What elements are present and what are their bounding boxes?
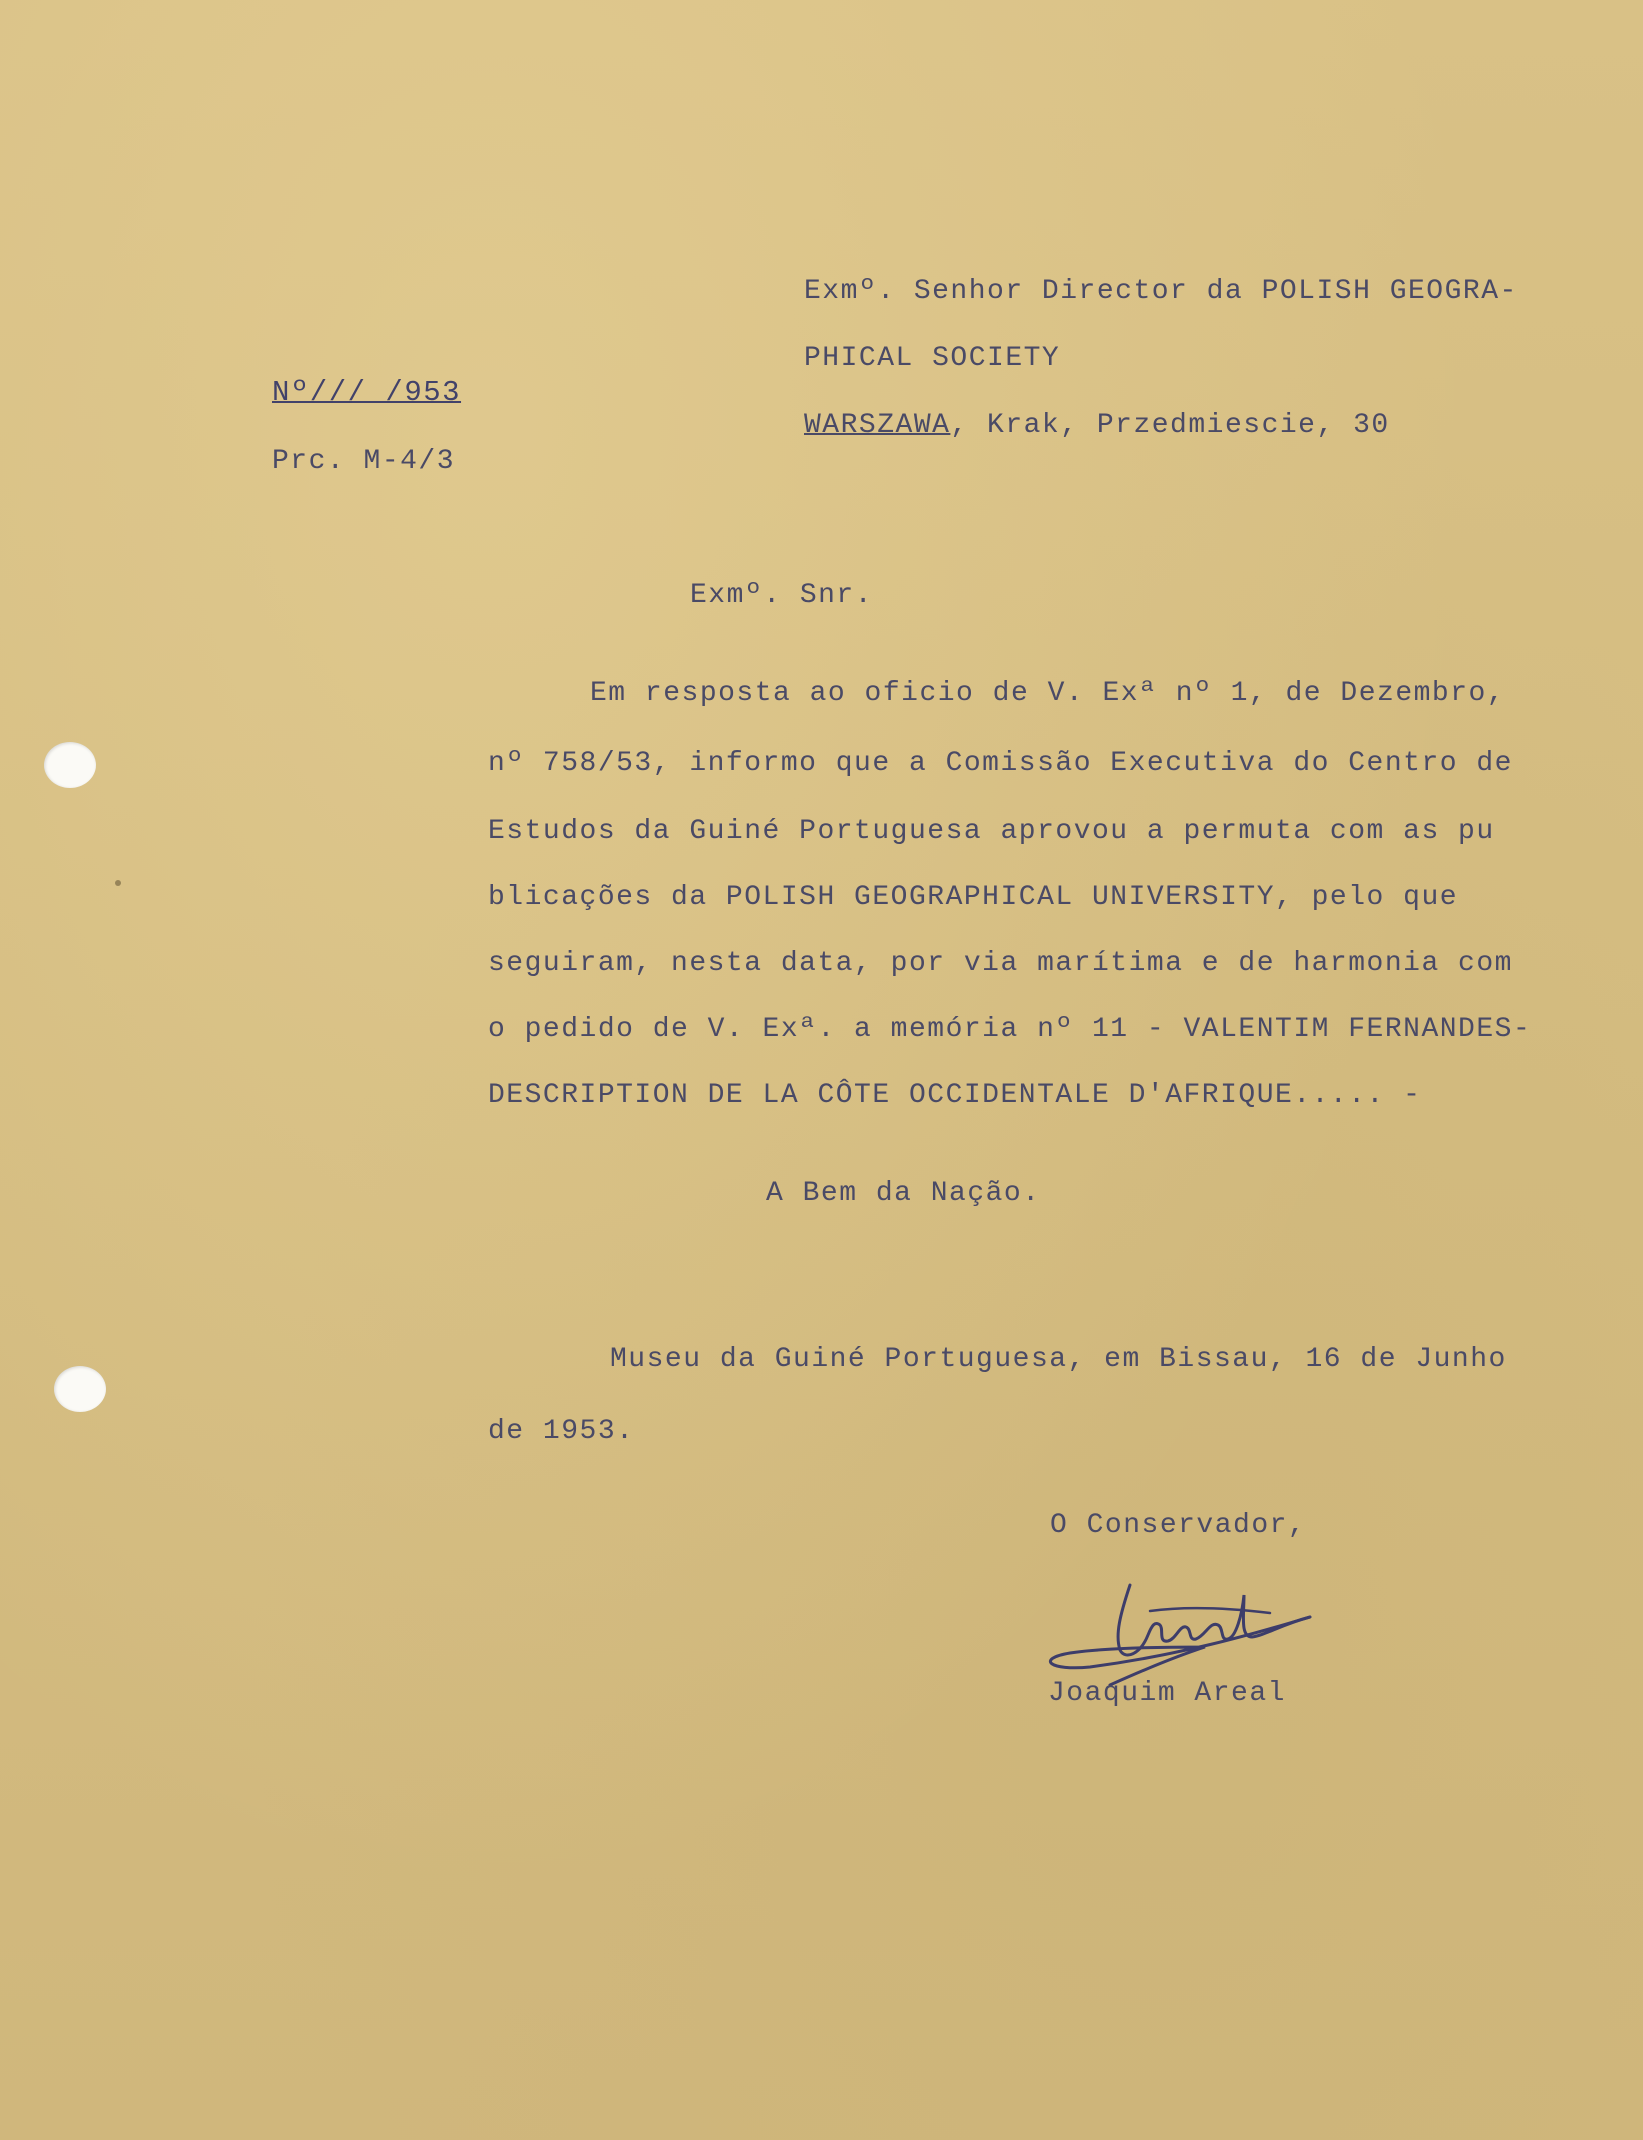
body-line-7: DESCRIPTION DE LA CÔTE OCCIDENTALE D'AFRIQUE..... -: [488, 1080, 1422, 1111]
body-line-1: Em resposta ao oficio de V. Exª nº 1, de Dezembro,: [590, 678, 1506, 709]
punch-hole-bottom: [54, 1366, 106, 1412]
salutation: Exmº. Snr.: [690, 580, 874, 611]
reference-number: Nº/// /953: [272, 376, 462, 409]
signatory-title: O Conservador,: [1050, 1510, 1307, 1541]
handwritten-signature: [1030, 1555, 1320, 1695]
paper-speck: [115, 880, 121, 886]
addressee-city: WARSZAWA: [804, 410, 951, 441]
place-date-line-1: Museu da Guiné Portuguesa, em Bissau, 16 de Junho: [610, 1344, 1507, 1375]
addressee-line-3: [804, 412, 1390, 440]
body-line-2: nº 758/53, informo que a Comissão Executiva do Centro de: [488, 748, 1513, 779]
addressee-street: , Krak, Przedmiescie, 30: [950, 410, 1390, 441]
closing-formula: A Bem da Nação.: [766, 1178, 1041, 1209]
signatory-name: Joaquim Areal: [1048, 1678, 1286, 1709]
addressee-line-1: Exmº. Senhor Director da POLISH GEOGRA-: [804, 276, 1518, 307]
place-date-line-2: de 1953.: [488, 1416, 635, 1447]
process-number: Prc. M-4/3: [272, 446, 456, 477]
body-line-5: seguiram, nesta data, por via marítima e de harmonia com: [488, 948, 1513, 979]
body-line-4: blicações da POLISH GEOGRAPHICAL UNIVERSITY, pelo que: [488, 882, 1459, 913]
body-line-3: Estudos da Guiné Portuguesa aprovou a permuta com as pu: [488, 816, 1495, 847]
punch-hole-top: [44, 742, 96, 788]
addressee-line-2: PHICAL SOCIETY: [804, 343, 1061, 374]
body-line-6: o pedido de V. Exª. a memória nº 11 - VALENTIM FERNANDES-: [488, 1014, 1532, 1045]
